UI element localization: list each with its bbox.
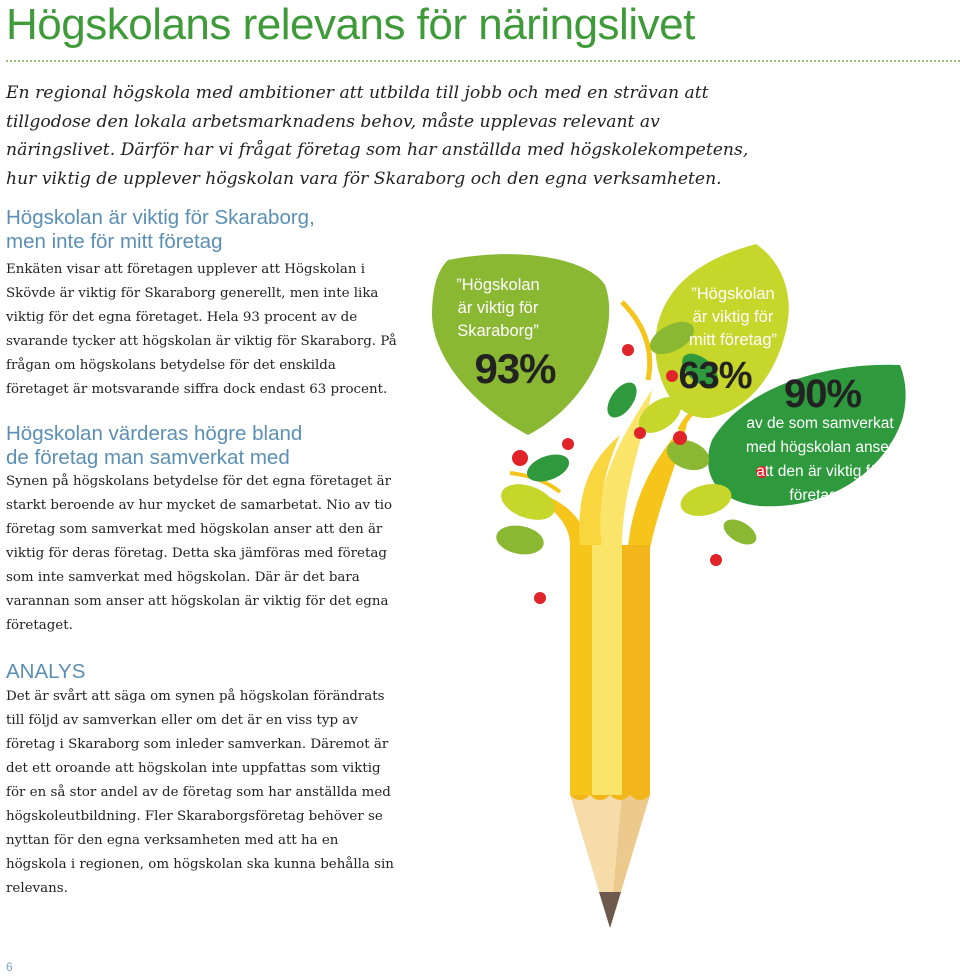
berry bbox=[634, 427, 646, 439]
analysis-heading bbox=[6, 660, 85, 684]
page-number: 6 bbox=[6, 960, 13, 974]
stat-samverkat-value: 90% bbox=[783, 372, 862, 416]
stat-skaraborg-quote-line-2: är viktig för bbox=[457, 299, 539, 317]
intro-text: En regional högskola med ambitioner att utbilda till jobb och med en strävan att tillgodose den lokala arbetsmarknadens behov, måste upplevas relevant av näringslivet. Därför har vi frågat företag som har anställda med högskolekompetens, hur viktig de upplever högskolan vara för Skaraborg och den egna verksamheten. bbox=[6, 83, 749, 189]
berry bbox=[622, 344, 634, 356]
stat-mitt-foretag-value: 63% bbox=[678, 355, 752, 397]
section-1-heading bbox=[6, 206, 315, 254]
stat-samverkat-note-line-2: med högskolan anser bbox=[745, 439, 895, 456]
berry bbox=[666, 370, 678, 382]
section-1-body: Enkäten visar att företagen upplever att Högskolan i Skövde är viktig för Skaraborg generellt, men inte lika viktig för det egna företaget. Hela 93 procent av de svarande tycker att högskolan är viktig för Skaraborg. På frågan om högskolans betydelse för det enskilda företaget är motsvarande siffra dock endast 63 procent. bbox=[6, 262, 397, 397]
leaf-stem-1 bbox=[622, 302, 650, 380]
section-1-heading-line-2: men inte för mitt företag bbox=[6, 230, 223, 253]
leaf-skaraborg bbox=[432, 254, 609, 435]
berry bbox=[710, 554, 722, 566]
pencil-body-center bbox=[592, 545, 622, 795]
page-title: Högskolans relevans för näringslivet bbox=[6, 0, 695, 49]
stat-skaraborg-value: 93% bbox=[474, 345, 556, 392]
berry bbox=[673, 431, 687, 445]
small-leaf bbox=[719, 514, 760, 549]
pencil-body-left bbox=[570, 545, 592, 795]
berry bbox=[512, 450, 528, 466]
small-leaf bbox=[494, 522, 546, 558]
analysis-heading-text: ANALYS bbox=[6, 660, 86, 683]
section-2-heading bbox=[6, 422, 302, 470]
section-1-heading-line-1: Högskolan är viktig för Skaraborg, bbox=[6, 206, 315, 229]
stat-skaraborg-quote-line-1: ”Högskolan bbox=[456, 276, 540, 294]
section-2-heading-line-1: Högskolan värderas högre bland bbox=[6, 422, 303, 445]
small-leaf bbox=[523, 449, 573, 487]
berry bbox=[756, 466, 768, 478]
stat-samverkat-note-line-4: företaget bbox=[789, 487, 851, 504]
title-divider bbox=[6, 60, 960, 62]
section-2-heading-line-2: de företag man samverkat med bbox=[6, 446, 290, 469]
stat-skaraborg-quote-line-3: Skaraborg” bbox=[457, 322, 539, 340]
pencil-graphite bbox=[599, 892, 621, 928]
berry bbox=[534, 592, 546, 604]
section-2-body: Synen på högskolans betydelse för det egna företaget är starkt beroende av hur mycket de samarbetat. Nio av tio företag som samverkat med högskolan anser att den är viktig för deras företag. Detta ska jämföras med företag som inte samverkat med högskolan. Där är det bara varannan som anser att högskolan är viktig för det egna företaget. bbox=[6, 474, 393, 633]
stat-mitt-foretag-quote-line-3: mitt företag” bbox=[688, 331, 778, 349]
pencil-body-right bbox=[622, 545, 650, 795]
stat-mitt-foretag-quote-line-2: är viktig för bbox=[692, 308, 774, 326]
pencil-tree-illustration bbox=[410, 240, 960, 955]
stat-samverkat-note-line-1: av de som samverkat bbox=[746, 415, 894, 432]
stat-mitt-foretag-quote-line-1: ”Högskolan bbox=[691, 285, 775, 303]
analysis-body: Det är svårt att säga om synen på högskolan förändrats till följd av samverkan eller om det är en viss typ av företag i Skaraborg som inleder samverkan. Däremot är det ett oroande att högskolan inte uppfattas som viktig för en så stor andel av de företag som har anställda med högskoleutbildning. Fler Skaraborgsföretag behöver se nyttan för den egna verksamheten med att ha en högskola i regionen, om högskolan ska kunna behålla sin relevans. bbox=[6, 689, 394, 896]
stat-samverkat-note-line-3: att den är viktig för bbox=[756, 463, 884, 480]
berry bbox=[562, 438, 574, 450]
